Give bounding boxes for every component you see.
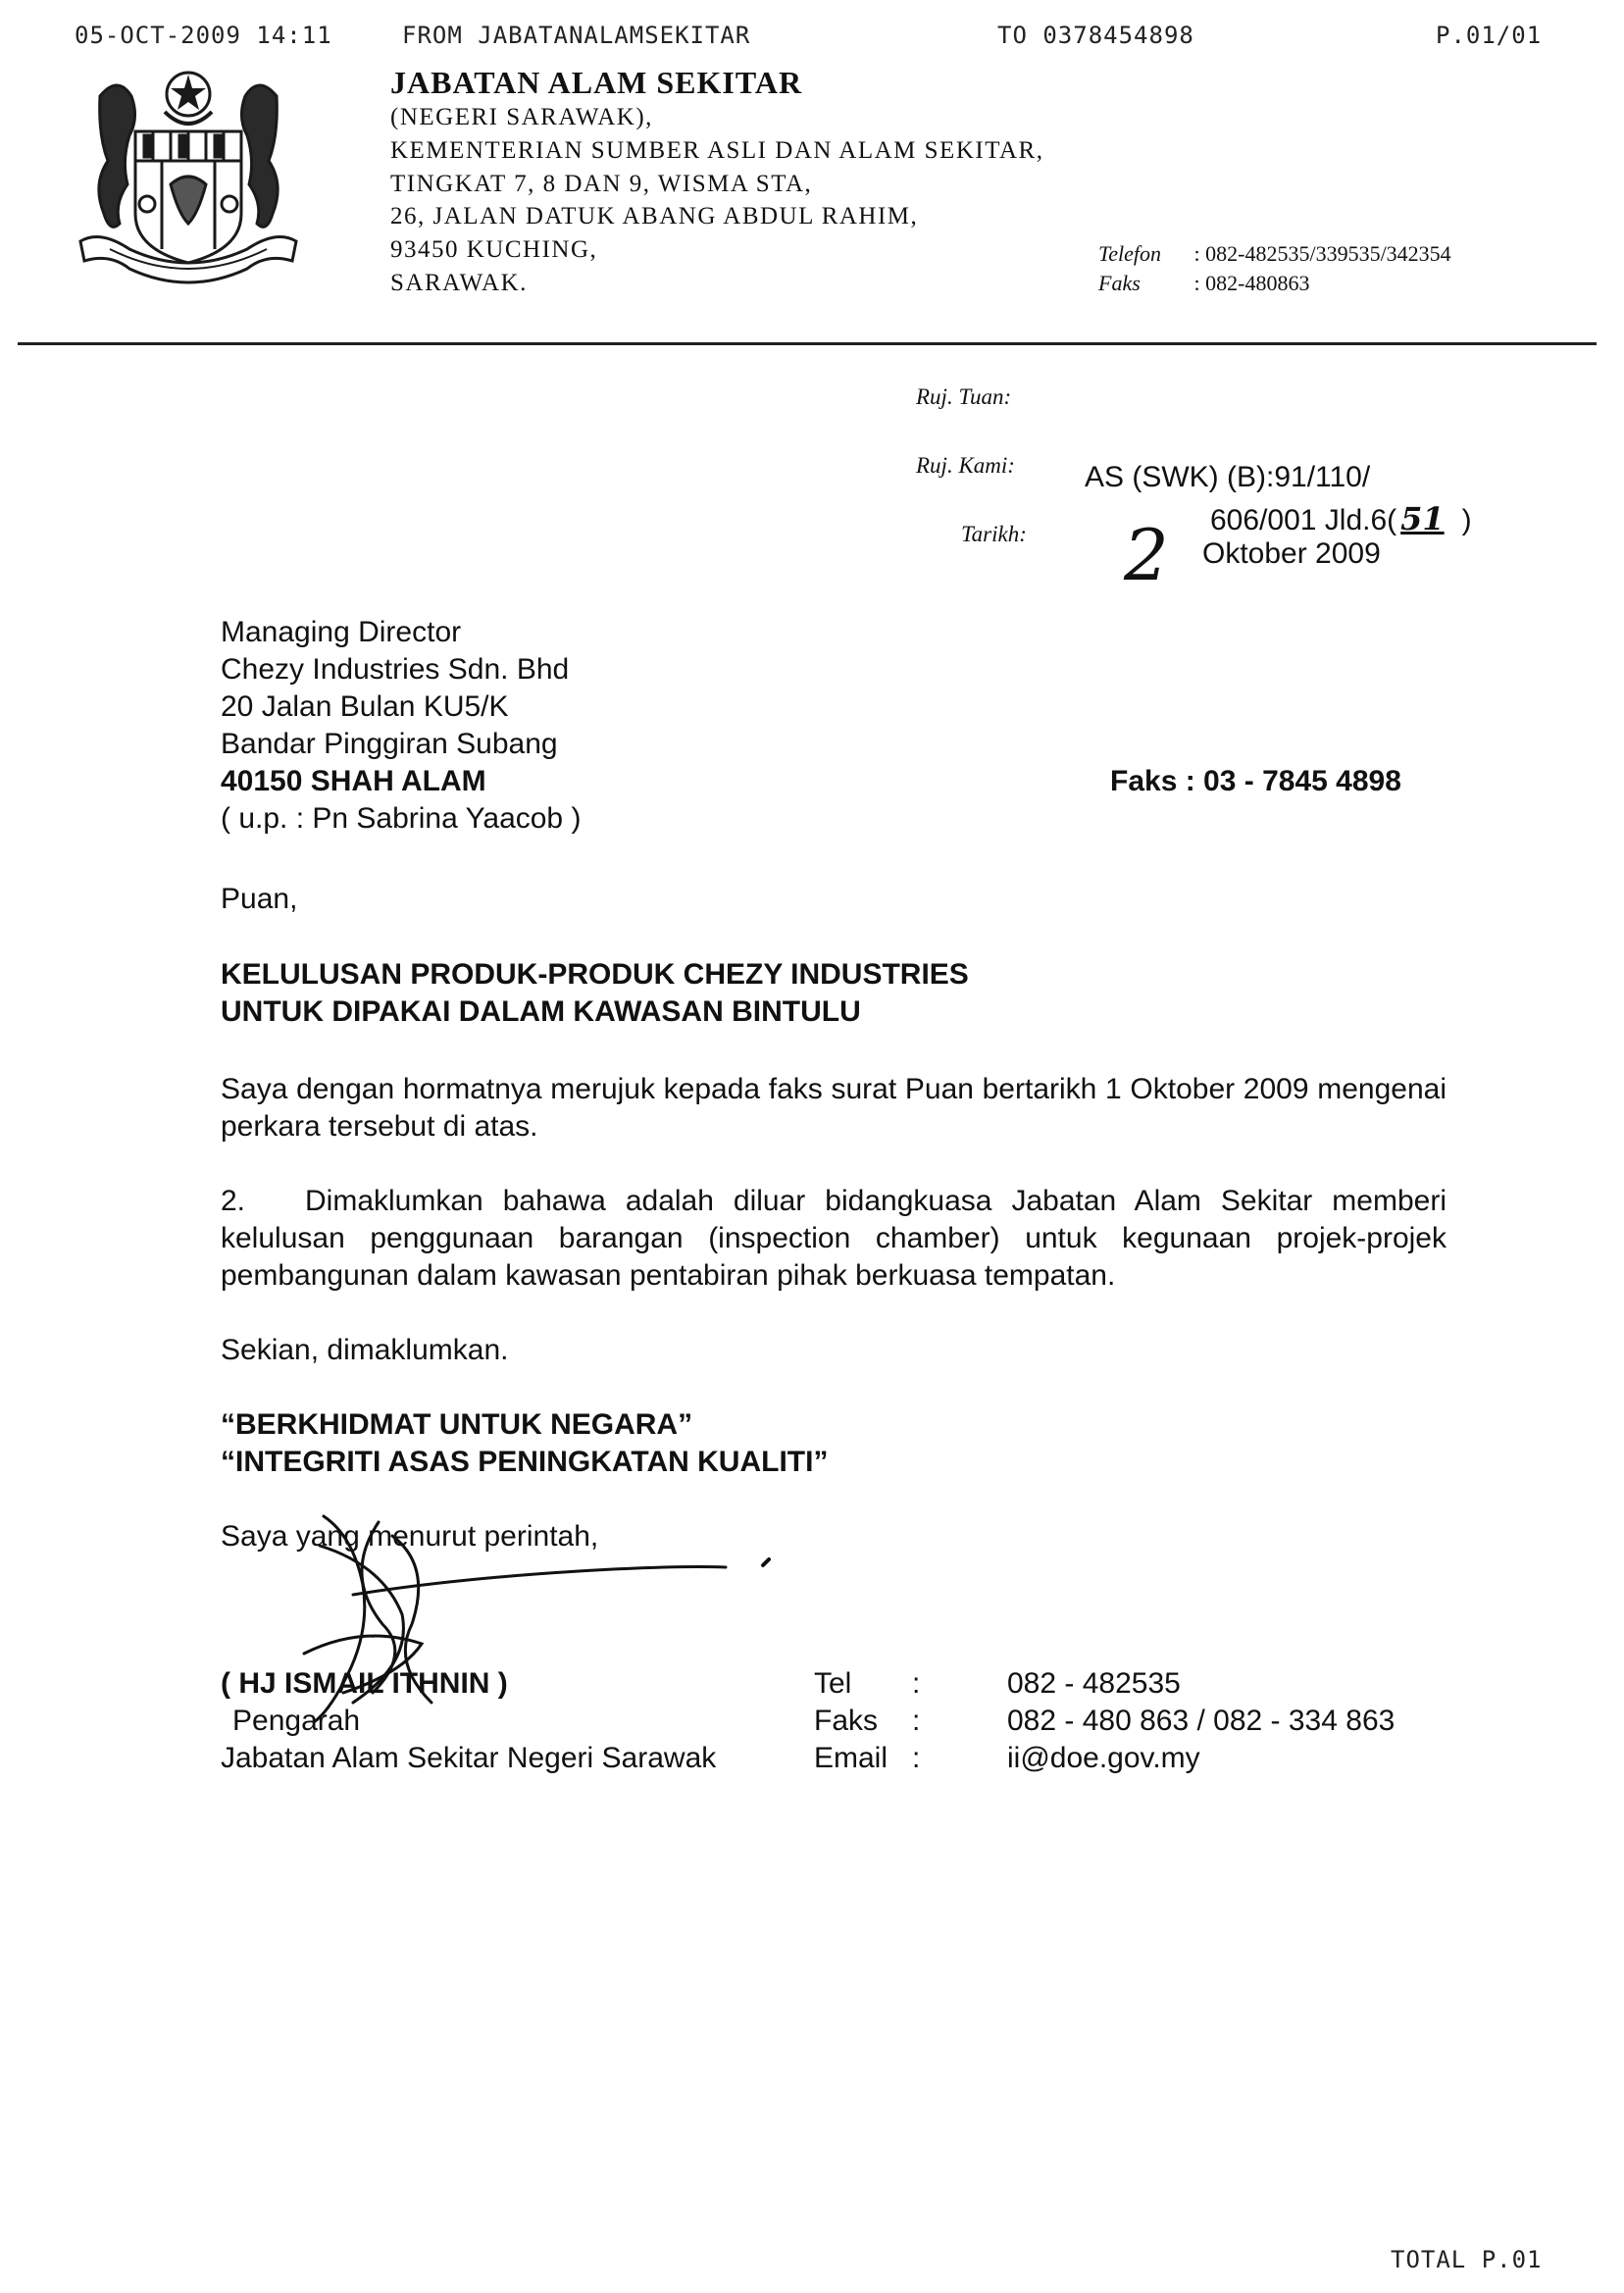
letterhead-faks (1098, 271, 1309, 296)
recipient-fax: Faks : 03 - 7845 4898 (1110, 765, 1401, 797)
contact-separator: : (912, 1742, 921, 1774)
telefon-label: Telefon (1098, 241, 1161, 266)
ruj-kami-value-line2: 606/001 Jld.6( 51 ) (1210, 500, 1472, 537)
recipient-postcode-city: 40150 SHAH ALAM (221, 765, 486, 797)
motto-line: “INTEGRITI ASAS PENINGKATAN KUALITI” (221, 1446, 829, 1478)
recipient-line: 20 Jalan Bulan KU5/K (221, 690, 509, 723)
signatory-name: ( HJ ISMAIL ITHNIN ) (221, 1667, 508, 1700)
motto-line: “BERKHIDMAT UNTUK NEGARA” (221, 1408, 693, 1441)
signatory-department: Jabatan Alam Sekitar Negeri Sarawak (221, 1742, 717, 1774)
faks-value: 082-480863 (1205, 271, 1310, 295)
contact-value-tel: 082 - 482535 (1007, 1667, 1181, 1700)
letterhead-divider (18, 342, 1597, 345)
contact-separator: : (912, 1705, 921, 1737)
recipient-address (221, 614, 581, 838)
paragraph-1: Saya dengan hormatnya merujuk kepada faks surat Puan bertarikh 1 Oktober 2009 mengenai perkara tersebut di atas. (221, 1073, 1446, 1143)
letterhead-telefon (1098, 241, 1451, 267)
recipient-line: Chezy Industries Sdn. Bhd (221, 653, 570, 686)
tarikh-label: Tarikh: (961, 522, 1027, 546)
letterhead-address-line: 26, JALAN DATUK ABANG ABDUL RAHIM, (390, 203, 919, 229)
fax-total-pages: TOTAL P.01 (1391, 2246, 1543, 2273)
paragraph-2-text: Dimaklumkan bahawa adalah diluar bidangkuasa Jabatan Alam Sekitar memberi kelulusan penggunaan barangan (inspection chamber) untuk kegunaan projek-projek pembangunan dalam kawasan pentabiran pihak berkuasa tempatan. (221, 1185, 1446, 1292)
recipient-line: Managing Director (221, 616, 462, 648)
contact-label: Faks (814, 1705, 879, 1737)
subject-line: UNTUK DIPAKAI DALAM KAWASAN BINTULU (221, 995, 861, 1028)
faks-label: Faks (1098, 271, 1141, 295)
fax-page: P.01/01 (1436, 22, 1543, 49)
letterhead-address-line: 93450 KUCHING, (390, 236, 598, 263)
subject-line: KELULUSAN PRODUK-PRODUK CHEZY INDUSTRIES (221, 958, 969, 991)
signatory-block (221, 1665, 1395, 1777)
letterhead-address-line: SARAWAK. (390, 270, 528, 296)
contact-label: Tel (814, 1667, 852, 1700)
fax-from: FROM JABATANALAMSEKITAR (402, 22, 751, 49)
salutation: Puan, (221, 883, 298, 915)
ruj-tuan-label: Ruj. Tuan: (916, 384, 1012, 409)
contact-value-email: ii@doe.gov.my (1007, 1742, 1200, 1774)
letterhead-address-line: (NEGERI SARAWAK), (390, 104, 653, 130)
letterhead-address-line: TINGKAT 7, 8 DAN 9, WISMA STA, (390, 171, 813, 197)
ruj-kami-value-line1: AS (SWK) (B):91/110/ (1085, 461, 1371, 493)
signatory-title: Pengarah (232, 1705, 361, 1737)
recipient-attention: ( u.p. : Pn Sabrina Yaacob ) (221, 802, 582, 835)
paragraph-2 (221, 1183, 1446, 1295)
fax-to: TO 0378454898 (997, 22, 1194, 49)
org-name: JABATAN ALAM SEKITAR (390, 65, 803, 100)
recipient-line: Bandar Pinggiran Subang (221, 728, 558, 760)
ruj-kami-handwritten-number: 51 (1400, 500, 1445, 537)
contact-value-faks: 082 - 480 863 / 082 - 334 863 (1007, 1705, 1396, 1737)
ruj-kami-label: Ruj. Kami: (916, 453, 1015, 478)
paragraph-2-number: 2. (221, 1185, 246, 1217)
contact-label: Email (814, 1742, 888, 1774)
contact-separator: : (912, 1667, 921, 1700)
tarikh-handwritten-day: 2 (1124, 514, 1169, 596)
sign-off: Saya yang menurut perintah, (221, 1520, 599, 1553)
fax-datetime: 05-OCT-2009 14:11 (75, 22, 332, 49)
colon-separator: : (1193, 241, 1206, 266)
telefon-value: 082-482535/339535/342354 (1205, 241, 1451, 266)
colon-separator: : (1193, 271, 1206, 295)
coat-of-arms-logo (71, 67, 306, 294)
tarikh-value: Oktober 2009 (1202, 537, 1381, 570)
letterhead-address-line: KEMENTERIAN SUMBER ASLI DAN ALAM SEKITAR, (390, 137, 1044, 164)
closing: Sekian, dimaklumkan. (221, 1334, 509, 1366)
